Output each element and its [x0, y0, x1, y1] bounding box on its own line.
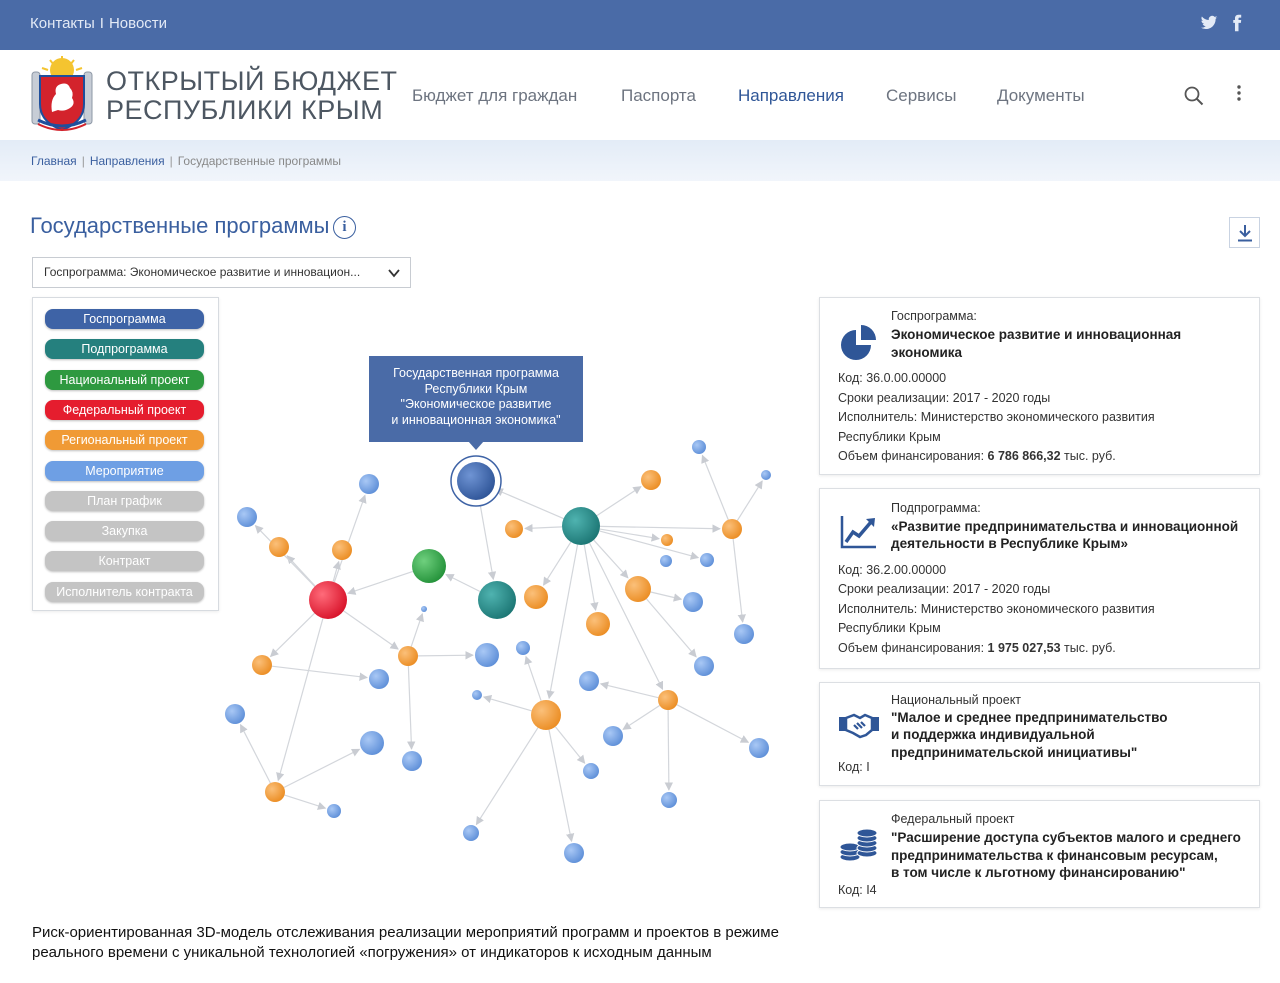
- card-name-line: в том числе к льготному финансированию": [891, 865, 1186, 880]
- graph-node-blue[interactable]: [579, 671, 599, 691]
- graph-edge: [668, 710, 669, 790]
- graph-edge: [733, 539, 743, 622]
- site-title-line2: РЕСПУБЛИКИ КРЫМ: [106, 95, 384, 125]
- site-title[interactable]: [106, 67, 397, 125]
- tooltip-line: Республики Крым: [424, 381, 528, 396]
- chevron-down-icon: [387, 266, 401, 280]
- card-name-line: экономика: [891, 344, 963, 360]
- graph-node-green[interactable]: [412, 549, 446, 583]
- legend-item[interactable]: Мероприятие: [45, 461, 204, 481]
- card-executor-line2: Республики Крым: [838, 621, 941, 635]
- graph-edge: [476, 728, 538, 825]
- tooltip-pointer: [468, 441, 484, 450]
- card-name: [891, 709, 1167, 762]
- facebook-icon[interactable]: [1228, 14, 1246, 32]
- graph-edge: [484, 697, 532, 711]
- info-card-subprogram[interactable]: [819, 488, 1260, 669]
- coins-icon: [838, 823, 880, 865]
- header: [0, 50, 1280, 140]
- legend-item[interactable]: Федеральный проект: [45, 400, 204, 420]
- graph-node-blue[interactable]: [225, 704, 245, 724]
- graph-node-blue[interactable]: [516, 641, 530, 655]
- card-funding: [838, 449, 1116, 463]
- card-name-line: «Развитие предпринимательства и инновационной: [891, 518, 1239, 534]
- info-card-federal-project[interactable]: [819, 800, 1260, 908]
- graph-node-teal[interactable]: [562, 507, 600, 545]
- graph-node-blue[interactable]: [661, 792, 677, 808]
- crimea-coat-of-arms-logo[interactable]: [28, 56, 96, 132]
- legend-item[interactable]: Национальный проект: [45, 370, 204, 390]
- funding-label: Объем финансирования:: [838, 449, 985, 463]
- card-code: Код: I: [838, 760, 870, 774]
- card-name-line: "Расширение доступа субъектов малого и среднего: [891, 830, 1241, 845]
- caption-line: реального времени с уникальной технологией «погружения» от индикаторов к исходным данным: [32, 943, 712, 961]
- graph-edge: [543, 542, 570, 585]
- card-name-line: предпринимательства к финансовым ресурсам,: [891, 847, 1218, 863]
- graph-node-blue[interactable]: [360, 731, 384, 755]
- card-period: Сроки реализации: 2017 - 2020 годы: [838, 390, 1051, 405]
- graph-edge: [240, 725, 270, 783]
- graph-edge: [287, 556, 315, 586]
- news-link[interactable]: Новости: [108, 15, 168, 32]
- card-code: Код: 36.0.00.00000: [838, 371, 947, 385]
- legend-item[interactable]: План график: [45, 491, 204, 511]
- graph-edge: [418, 655, 473, 656]
- graph-edge: [348, 571, 413, 593]
- site-title-line1: ОТКРЫТЫЙ БЮДЖЕТ: [106, 66, 398, 96]
- graph-edge: [526, 657, 541, 701]
- card-name-line: и поддержка индивидуальной: [891, 727, 1095, 742]
- legend-item[interactable]: Контракт: [45, 551, 204, 571]
- card-executor-line2: Республики Крым: [838, 429, 941, 444]
- funding-label: Объем финансирования:: [838, 640, 985, 655]
- card-code: Код: I4: [838, 883, 877, 897]
- graph-edge: [408, 666, 411, 749]
- graph-node-blue[interactable]: [761, 470, 771, 480]
- graph-node-orange[interactable]: [531, 700, 561, 730]
- graph-edge: [549, 730, 572, 842]
- info-card-national-project[interactable]: [819, 682, 1260, 786]
- contacts-link[interactable]: Контакты: [30, 15, 95, 32]
- graph-node-orange[interactable]: [641, 470, 661, 490]
- graph-edge: [255, 526, 314, 587]
- search-icon[interactable]: [1184, 86, 1204, 106]
- graph-edge: [600, 526, 720, 528]
- graph-edge: [549, 545, 577, 699]
- nav-documents[interactable]: Документы: [997, 86, 1085, 105]
- graph-node-blue[interactable]: [660, 555, 672, 567]
- caption: [32, 923, 779, 962]
- legend-item[interactable]: Закупка: [45, 521, 204, 541]
- graph-edge: [594, 540, 628, 578]
- graph-node-prog[interactable]: [457, 462, 495, 500]
- legend-item[interactable]: Исполнитель контракта: [45, 582, 204, 602]
- graph-edge: [525, 527, 562, 529]
- graph-node-teal[interactable]: [478, 581, 516, 619]
- graph-edge: [702, 455, 728, 519]
- graph-node-orange[interactable]: [625, 576, 651, 602]
- graph-node-blue[interactable]: [327, 804, 341, 818]
- graph-node-orange[interactable]: [661, 534, 673, 546]
- graph-edge: [737, 481, 762, 521]
- graph-node-orange[interactable]: [252, 655, 272, 675]
- card-type: Подпрограмма:: [891, 501, 981, 515]
- card-period: Сроки реализации: 2017 - 2020 годы: [838, 582, 1051, 596]
- graph-node-blue[interactable]: [472, 690, 482, 700]
- top-links: [30, 15, 167, 32]
- legend-item[interactable]: Госпрограмма: [45, 309, 204, 329]
- graph-node-blue[interactable]: [749, 738, 769, 758]
- graph-edge: [599, 531, 698, 558]
- caption-line: Риск-ориентированная 3D-модель отслеживания реализации мероприятий программ и проектов в режиме: [32, 924, 779, 941]
- program-select[interactable]: [32, 257, 411, 288]
- funding-unit: тыс. руб.: [1064, 640, 1116, 655]
- tooltip-line: и инновационная экономика": [391, 413, 561, 428]
- graph-edge: [271, 613, 315, 656]
- card-type: Госпрограмма:: [891, 309, 977, 323]
- graph-node-blue[interactable]: [475, 643, 499, 667]
- info-card-program[interactable]: [819, 297, 1260, 475]
- graph-node-orange[interactable]: [505, 520, 523, 538]
- info-icon[interactable]: i: [333, 216, 356, 239]
- graph-edge: [344, 611, 399, 649]
- breadcrumb-current: Государственные программы: [177, 154, 342, 168]
- card-funding: [838, 641, 1116, 655]
- card-executor: Исполнитель: Министерство экономического развития: [838, 410, 1155, 424]
- twitter-icon[interactable]: [1200, 14, 1218, 32]
- card-name-line: предпринимательской инициативы": [891, 744, 1138, 760]
- page-title: Государственные программы: [30, 213, 330, 238]
- graph-node-orange[interactable]: [524, 585, 548, 609]
- card-type: Федеральный проект: [891, 812, 1015, 826]
- graph-edge: [284, 749, 360, 787]
- graph-node-orange[interactable]: [269, 537, 289, 557]
- graph-edge: [285, 795, 326, 808]
- graph-node-blue[interactable]: [694, 656, 714, 676]
- graph-edge: [584, 545, 595, 610]
- graph-edge: [334, 495, 365, 582]
- top-bar: [0, 0, 1280, 50]
- card-code: Код: 36.2.00.00000: [838, 562, 947, 577]
- graph-edge: [479, 500, 493, 580]
- legend-item[interactable]: Региональный проект: [45, 430, 204, 450]
- graph-node-orange[interactable]: [265, 782, 285, 802]
- graph-edge: [651, 592, 682, 599]
- graph-tooltip: [369, 356, 583, 442]
- graph-node-blue[interactable]: [734, 624, 754, 644]
- graph-edge: [601, 684, 659, 698]
- graph-node-blue[interactable]: [583, 763, 599, 779]
- graph-node-orange[interactable]: [658, 690, 678, 710]
- graph-edge: [677, 705, 749, 743]
- graph-node-blue[interactable]: [402, 751, 422, 771]
- graph-edge: [272, 666, 367, 677]
- nav-directions[interactable]: Направления: [738, 86, 844, 105]
- graph-node-blue[interactable]: [421, 606, 427, 612]
- breadcrumb-directions[interactable]: Направления: [89, 154, 165, 168]
- funding-unit: тыс. руб.: [1064, 449, 1116, 463]
- graph-node-blue[interactable]: [359, 474, 379, 494]
- card-type: Национальный проект: [891, 693, 1022, 707]
- top-links-separator: I: [99, 15, 104, 32]
- legend-panel: [32, 297, 219, 611]
- tooltip-line: Государственная программа: [393, 366, 559, 380]
- card-executor: Исполнитель: Министерство экономического развития: [838, 601, 1155, 616]
- growth-chart-icon: [838, 511, 880, 553]
- graph-edge: [623, 705, 660, 729]
- graph-node-blue[interactable]: [603, 726, 623, 746]
- breadcrumb-home[interactable]: Главная: [31, 154, 77, 168]
- card-name-line: Экономическое развитие и инновационная: [891, 327, 1182, 342]
- card-name: [891, 829, 1241, 882]
- graph-node-red[interactable]: [309, 581, 347, 619]
- pie-chart-icon: [838, 320, 880, 362]
- download-icon: [1237, 224, 1253, 242]
- graph-node-orange[interactable]: [332, 540, 352, 560]
- card-name: [891, 326, 1181, 361]
- nav-citizens-budget[interactable]: Бюджет для граждан: [412, 86, 578, 105]
- graph-node-blue[interactable]: [564, 843, 584, 863]
- nav-services[interactable]: Сервисы: [886, 86, 957, 105]
- graph-edge: [555, 727, 584, 764]
- graph-edge: [411, 614, 422, 647]
- download-button[interactable]: [1229, 217, 1260, 248]
- card-name-line: "Малое и среднее предпринимательство: [891, 709, 1168, 725]
- graph-node-blue[interactable]: [683, 592, 703, 612]
- graph-node-blue[interactable]: [692, 440, 706, 454]
- graph-edge: [446, 574, 480, 591]
- funding-value: 1 975 027,53: [987, 640, 1061, 655]
- graph-node-orange[interactable]: [722, 519, 742, 539]
- nav-passports[interactable]: Паспорта: [621, 86, 696, 105]
- graph-node-blue[interactable]: [700, 553, 714, 567]
- graph-edge: [495, 489, 563, 518]
- graph-node-orange[interactable]: [586, 612, 610, 636]
- graph-edge: [597, 487, 641, 516]
- breadcrumb-separator: |: [169, 154, 173, 168]
- legend-item[interactable]: Подпрограмма: [45, 339, 204, 359]
- breadcrumb: [0, 140, 1280, 181]
- handshake-icon: [838, 703, 880, 745]
- tooltip-line: "Экономическое развитие: [400, 397, 552, 412]
- graph-node-blue[interactable]: [463, 825, 479, 841]
- program-select-value: Госпрограмма: Экономическое развитие и инновацион...: [44, 265, 361, 279]
- graph-node-blue[interactable]: [369, 669, 389, 689]
- breadcrumb-separator: |: [81, 154, 85, 168]
- graph-node-blue[interactable]: [237, 507, 257, 527]
- card-name-line: деятельности в Республике Крым»: [891, 536, 1128, 551]
- graph-node-orange[interactable]: [398, 646, 418, 666]
- funding-value: 6 786 866,32: [987, 449, 1061, 463]
- card-name: [891, 518, 1238, 553]
- more-vertical-icon[interactable]: [1233, 84, 1245, 102]
